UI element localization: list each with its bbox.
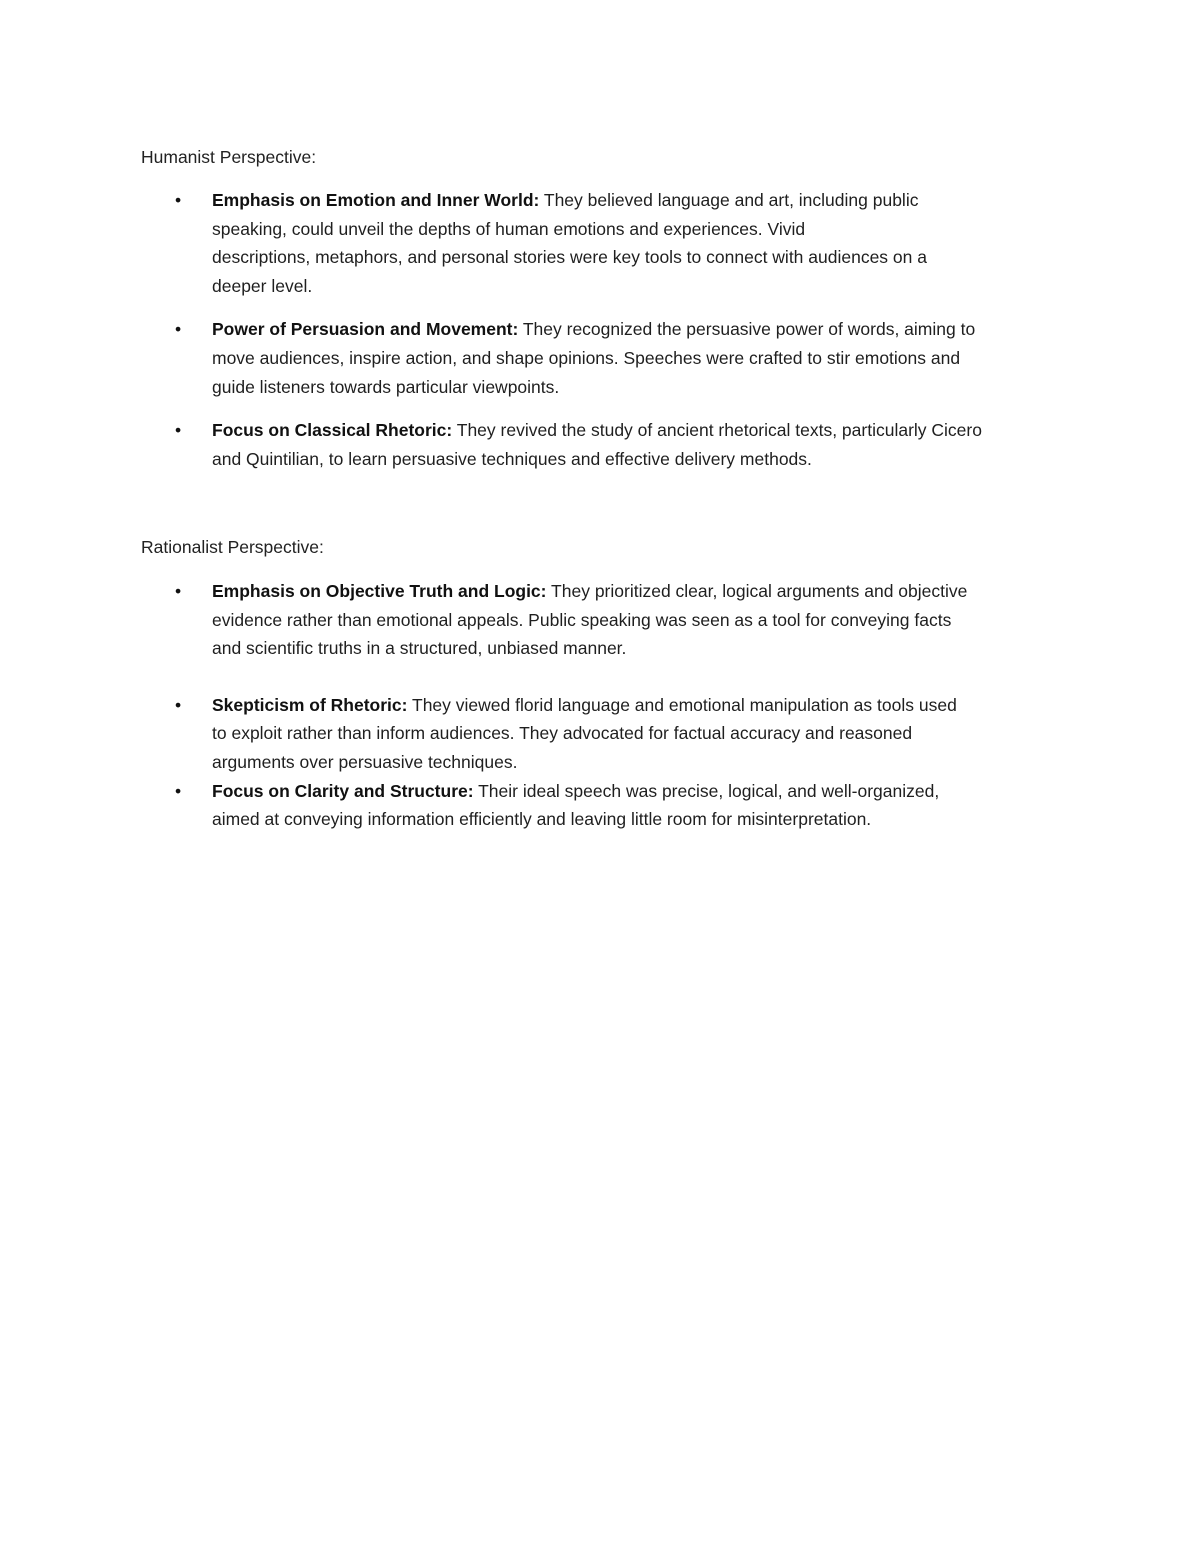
list-item	[141, 315, 1081, 401]
item-text: aimed at conveying information efficiently and leaving little room for misinterpretation.	[212, 809, 872, 830]
section-heading-humanist: Humanist Perspective:	[141, 147, 317, 167]
item-text: evidence rather than emotional appeals. Public speaking was seen as a tool for conveying facts	[212, 609, 952, 630]
list-item	[141, 691, 1081, 777]
item-text: They viewed florid language and emotional manipulation as tools used	[407, 694, 957, 715]
item-text: deeper level.	[212, 275, 313, 296]
list-item	[141, 186, 1081, 300]
item-text: They prioritized clear, logical arguments and objective	[546, 581, 968, 601]
item-text: They revived the study of ancient rhetorical texts, particularly Cicero	[452, 420, 982, 441]
section-heading-rationalist: Rationalist Perspective:	[141, 537, 324, 557]
item-text: move audiences, inspire action, and shape opinions. Speeches were crafted to stir emotions and	[212, 347, 961, 368]
list-item	[141, 416, 1081, 473]
item-text: Their ideal speech was precise, logical, and well-organized,	[473, 780, 940, 801]
item-term: Skepticism of Rhetoric:	[212, 694, 408, 715]
item-text: They recognized the persuasive power of words, aiming to	[518, 319, 976, 340]
bullet-icon: •	[175, 190, 182, 210]
item-term: Power of Persuasion and Movement:	[212, 319, 519, 340]
list-item	[141, 577, 1081, 663]
item-text: descriptions, metaphors, and personal stories were key tools to connect with audiences on a	[212, 247, 927, 268]
item-text: arguments over persuasive techniques.	[212, 751, 518, 772]
item-text: They believed language and art, including public	[539, 190, 919, 210]
item-text: and scientific truths in a structured, unbiased manner.	[212, 638, 627, 659]
bullet-icon: •	[175, 581, 182, 601]
rationalist-bullet-list	[141, 577, 1081, 834]
list-item	[141, 777, 1081, 834]
item-term: Emphasis on Emotion and Inner World:	[212, 190, 540, 210]
humanist-bullet-list	[141, 186, 1081, 473]
item-text: speaking, could unveil the depths of human emotions and experiences. Vivid	[212, 218, 806, 239]
item-term: Focus on Classical Rhetoric:	[212, 420, 453, 441]
item-text: and Quintilian, to learn persuasive techniques and effective delivery methods.	[212, 448, 812, 469]
bullet-icon: •	[175, 420, 182, 441]
bullet-icon: •	[175, 319, 182, 340]
bullet-icon: •	[175, 780, 182, 801]
item-text: guide listeners towards particular viewpoints.	[212, 376, 560, 397]
item-term: Emphasis on Objective Truth and Logic:	[212, 581, 547, 601]
item-term: Focus on Clarity and Structure:	[212, 780, 474, 801]
item-text: to exploit rather than inform audiences. They advocated for factual accuracy and reasoned	[212, 723, 913, 744]
bullet-icon: •	[175, 694, 182, 715]
